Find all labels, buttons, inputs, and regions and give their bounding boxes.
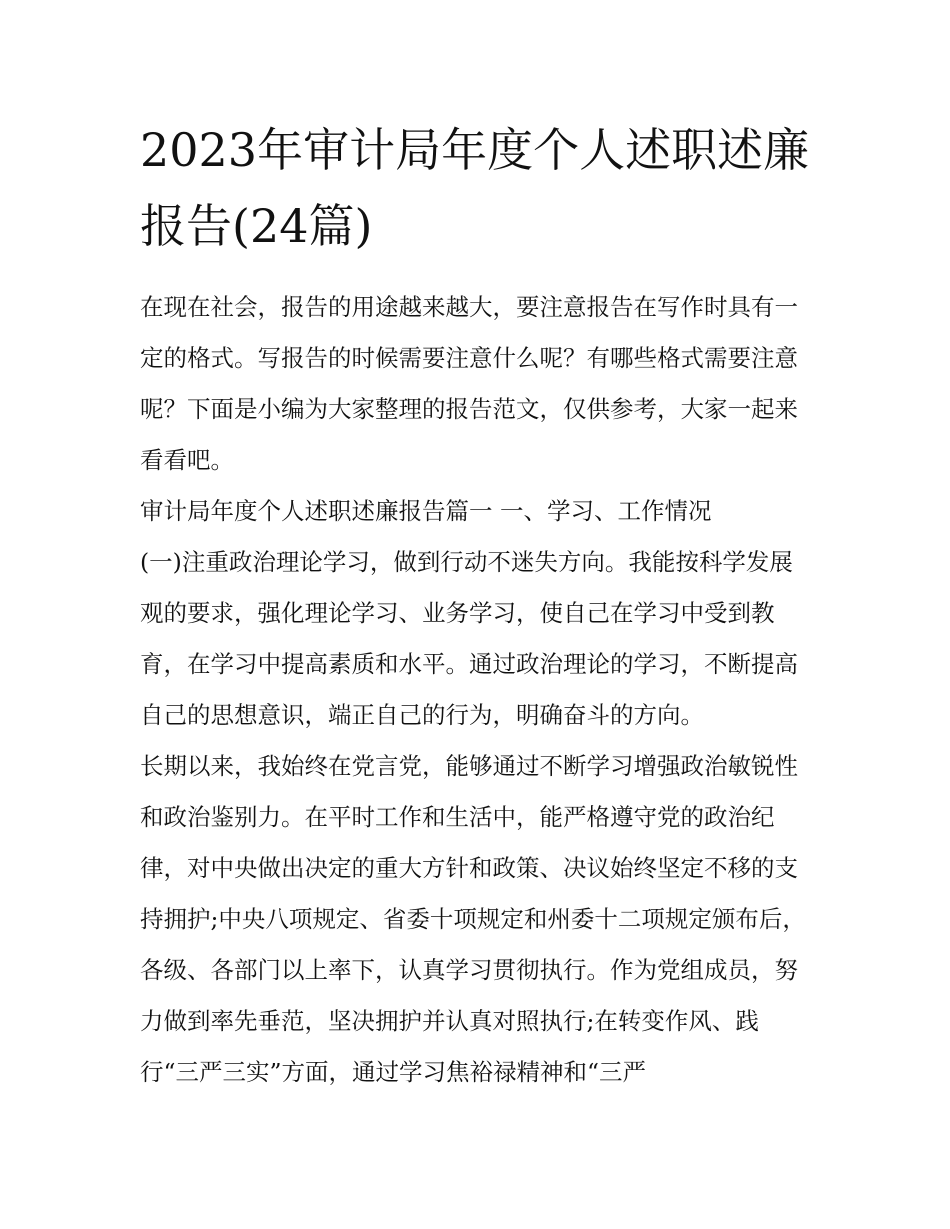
body-paragraph: 长期以来，我始终在党言党，能够通过不断学习增强政治敏锐性和政治鉴别力。在平时工作和生活中，能严格遵守党的政治纪律，对中央做出决定的重大方针和政策、决议始终坚定不移的支持拥护;中央八项规定、省委十项规定和州委十二项规定颁布后，各级、各部门以上率下，认真学习贯彻执行。作为党组成员，努力做到率先垂范，坚决拥护并认真对照执行;在转变作风、践行“三严三实”方面，通过学习焦裕禄精神和“三严 (140, 752, 806, 1086)
document-title: 2023年审计局年度个人述职述廉报告(24篇) (140, 123, 810, 253)
intro-paragraph: 在现在社会，报告的用途越来越大，要注意报告在写作时具有一定的格式。写报告的时候需要注意什么呢？有哪些格式需要注意呢？下面是小编为大家整理的报告范文，仅供参考，大家一起来看看吧。 (140, 293, 798, 474)
section-heading: 审计局年度个人述职述廉报告篇一 一、学习、工作情况 (140, 497, 712, 525)
body-paragraph: (一)注重政治理论学习，做到行动不迷失方向。我能按科学发展观的要求，强化理论学习、业务学习，使自己在学习中受到教育，在学习中提高素质和水平。通过政治理论的学习，不断提高自己的思想意识，端正自己的行为，明确奋斗的方向。 (140, 548, 798, 729)
document-page (140, 112, 812, 1098)
